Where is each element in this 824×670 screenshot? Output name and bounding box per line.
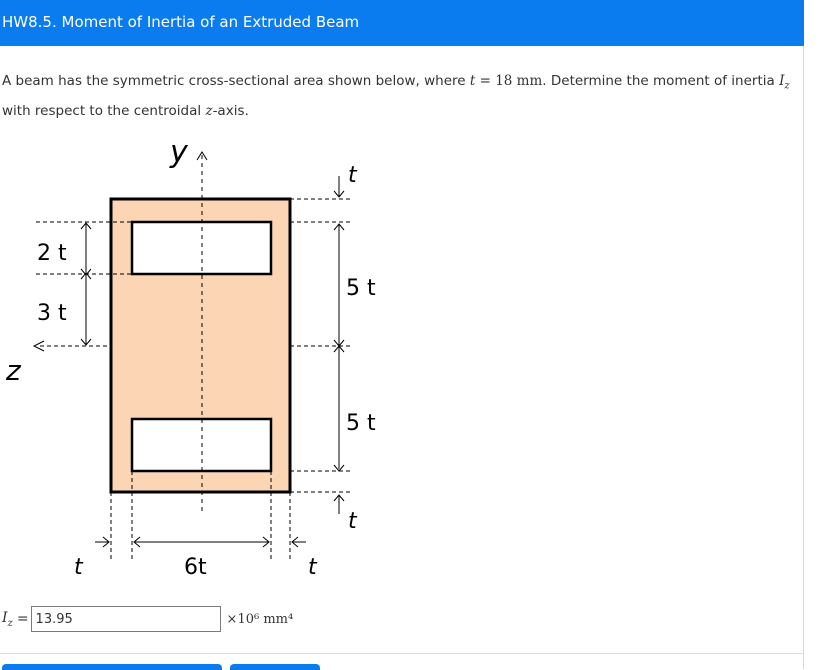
answer-row [2, 605, 293, 633]
answer-units: ×10⁶ mm⁴ [226, 611, 294, 627]
dim-label-left-t: t [74, 555, 83, 580]
save-button[interactable] [2, 664, 222, 670]
dim-label-5t-upper: 5 t [346, 276, 376, 301]
prompt-text: A beam has the symmetric cross-sectional area shown below, where [2, 73, 470, 89]
dim-label-bottom-t: t [348, 509, 357, 534]
dim-label-2t: 2 t [37, 241, 67, 266]
var-I-subscript: z [784, 80, 790, 92]
submit-button[interactable] [230, 664, 320, 670]
answer-input[interactable] [31, 606, 221, 632]
var-t: t [469, 73, 476, 89]
dim-label-6t: 6t [184, 555, 207, 580]
question-title-bar [0, 0, 804, 46]
card-divider [0, 653, 804, 654]
var-z: z [205, 102, 213, 119]
eq-sign: = [475, 73, 496, 89]
question-prompt [2, 69, 792, 124]
var-I: I [779, 73, 785, 89]
t-value: 18 mm [495, 73, 543, 89]
dim-label-top-t: t [348, 163, 357, 188]
dim-label-right-t: t [308, 555, 317, 580]
prompt-text: . Determine the moment of inertia [542, 73, 780, 89]
prompt-text: with respect to the centroidal [2, 102, 206, 119]
z-axis-label: z [6, 354, 21, 387]
dim-label-3t: 3 t [37, 301, 67, 326]
question-title: HW8.5. Moment of Inertia of an Extruded Beam [2, 13, 360, 31]
prompt-text: -axis. [212, 102, 249, 119]
beam-cross-section-diagram [0, 125, 400, 590]
y-axis-label: y [170, 135, 188, 170]
answer-label [2, 610, 13, 629]
answer-label-subscript: z [7, 617, 13, 629]
dim-label-5t-lower: 5 t [346, 411, 376, 436]
answer-label-var: I [2, 609, 8, 626]
answer-equals: = [16, 611, 29, 627]
